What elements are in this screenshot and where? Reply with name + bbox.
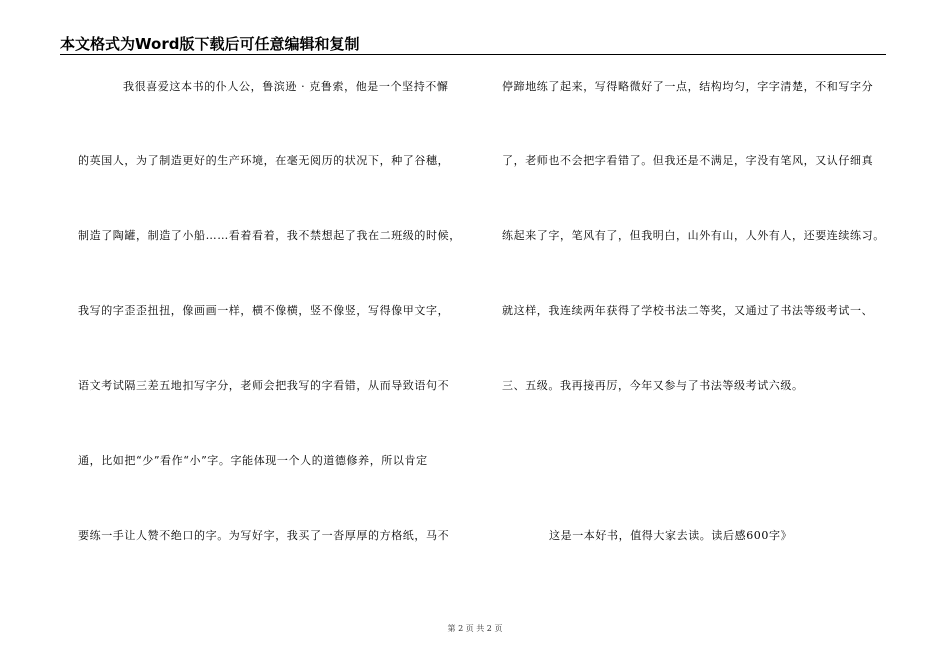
left-line-1: 我很喜爱这本书的仆人公，鲁滨逊 · 克鲁索，他是一个坚持不懈 xyxy=(123,80,449,93)
right-line-6: 这是一本好书，值得大家去读。读后感600字》 xyxy=(549,529,793,542)
right-line-3: 练起来了字，笔风有了，但我明白，山外有山，人外有人，还要连续练习。 xyxy=(502,229,885,242)
page-number: 第 2 页 共 2 页 xyxy=(447,624,503,633)
left-line-4: 我写的字歪歪扭扭，像画画一样，横不像横，竖不像竖，写得像甲文字， xyxy=(78,304,450,317)
left-line-3: 制造了陶罐，制造了小船……看着看着，我不禁想起了我在二班级的时候， xyxy=(78,229,461,242)
right-line-4: 就这样，我连续两年获得了学校书法二等奖，又通过了书法等级考试一、 xyxy=(502,304,874,317)
left-line-7: 要练一手让人赞不绝口的字。为写好字，我买了一沓厚厚的方格纸，马不 xyxy=(78,529,450,542)
left-line-6: 通，比如把“少”看作“小”字。字能体现一个人的道德修养，所以肯定 xyxy=(78,454,428,467)
left-line-2: 的英国人，为了制造更好的生产环境，在毫无阅历的状况下，种了谷穗， xyxy=(78,154,450,167)
right-line-5: 三、五级。我再接再厉，今年又参与了书法等级考试六级。 xyxy=(502,379,804,392)
left-line-5: 语文考试隔三差五地扣写字分，老师会把我写的字看错，从而导致语句不 xyxy=(78,379,450,392)
header-title: 本文格式为Word版下载后可任意编辑和复制 xyxy=(60,35,360,53)
right-line-1: 停蹄地练了起来，写得略微好了一点，结构均匀，字字清楚，不和写字分 xyxy=(502,80,874,93)
page-header xyxy=(60,30,886,55)
right-line-2: 了，老师也不会把字看错了。但我还是不满足，字没有笔风，又认仔细真 xyxy=(502,154,874,167)
